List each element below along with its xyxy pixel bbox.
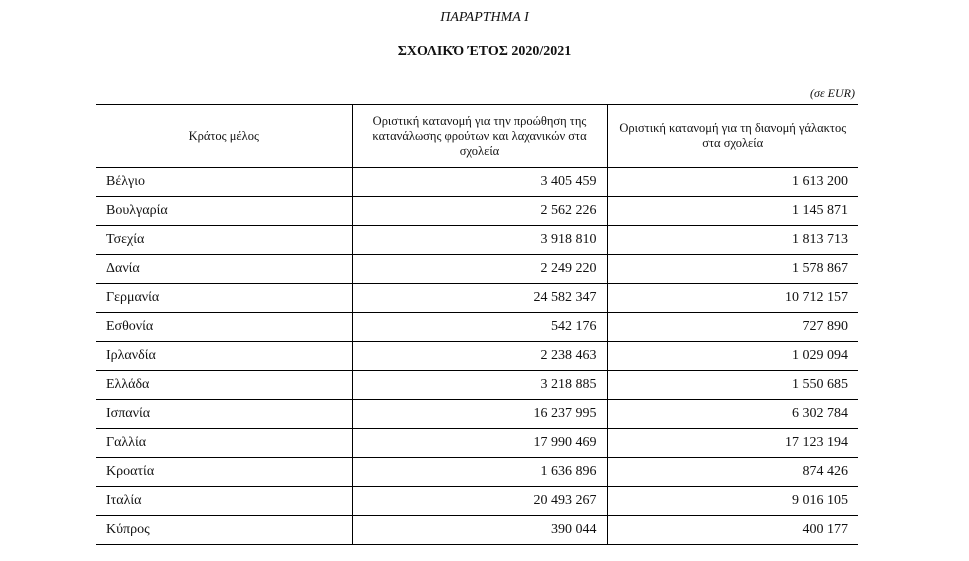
annex-title: ΠΑΡΑΡΤΗΜΑ I — [440, 10, 529, 25]
header-milk-allocation: Οριστική κατανομή για τη διανομή γάλακτος στα σχολεία — [607, 105, 858, 168]
country-cell: Κύπρος — [96, 516, 352, 545]
fruit-veg-value: 3 405 459 — [352, 168, 607, 197]
country-cell: Εσθονία — [96, 313, 352, 342]
table-row — [96, 458, 858, 487]
table-row — [96, 168, 858, 197]
country-cell: Ελλάδα — [96, 371, 352, 400]
milk-value: 400 177 — [607, 516, 858, 545]
table-row — [96, 400, 858, 429]
milk-value: 1 813 713 — [607, 226, 858, 255]
country-cell: Βέλγιο — [96, 168, 352, 197]
table-row — [96, 429, 858, 458]
table-row — [96, 255, 858, 284]
milk-value: 6 302 784 — [607, 400, 858, 429]
country-cell: Γαλλία — [96, 429, 352, 458]
country-cell: Γερμανία — [96, 284, 352, 313]
country-cell: Ιταλία — [96, 487, 352, 516]
country-cell: Βουλγαρία — [96, 197, 352, 226]
milk-value: 9 016 105 — [607, 487, 858, 516]
milk-value: 1 029 094 — [607, 342, 858, 371]
country-cell: Κροατία — [96, 458, 352, 487]
milk-value: 1 578 867 — [607, 255, 858, 284]
table-row — [96, 226, 858, 255]
fruit-veg-value: 20 493 267 — [352, 487, 607, 516]
header-fruit-veg-allocation: Οριστική κατανομή για την προώθηση της κατανάλωσης φρούτων και λαχανικών στα σχολεία — [352, 105, 607, 168]
country-cell: Ιρλανδία — [96, 342, 352, 371]
fruit-veg-value: 16 237 995 — [352, 400, 607, 429]
milk-value: 10 712 157 — [607, 284, 858, 313]
allocation-table — [96, 104, 858, 545]
table-row — [96, 284, 858, 313]
milk-value: 874 426 — [607, 458, 858, 487]
fruit-veg-value: 2 249 220 — [352, 255, 607, 284]
table-row — [96, 342, 858, 371]
country-cell: Ισπανία — [96, 400, 352, 429]
fruit-veg-value: 1 636 896 — [352, 458, 607, 487]
table-row — [96, 197, 858, 226]
country-cell: Δανία — [96, 255, 352, 284]
milk-value: 17 123 194 — [607, 429, 858, 458]
table-row — [96, 487, 858, 516]
milk-value: 727 890 — [607, 313, 858, 342]
fruit-veg-value: 2 238 463 — [352, 342, 607, 371]
table-row — [96, 516, 858, 545]
fruit-veg-value: 3 218 885 — [352, 371, 607, 400]
fruit-veg-value: 17 990 469 — [352, 429, 607, 458]
fruit-veg-value: 542 176 — [352, 313, 607, 342]
milk-value: 1 145 871 — [607, 197, 858, 226]
table-row — [96, 313, 858, 342]
header-member-state: Κράτος μέλος — [96, 105, 352, 168]
milk-value: 1 613 200 — [607, 168, 858, 197]
fruit-veg-value: 390 044 — [352, 516, 607, 545]
fruit-veg-value: 24 582 347 — [352, 284, 607, 313]
table-header-row — [96, 105, 858, 168]
fruit-veg-value: 3 918 810 — [352, 226, 607, 255]
country-cell: Τσεχία — [96, 226, 352, 255]
fruit-veg-value: 2 562 226 — [352, 197, 607, 226]
school-year-title: ΣΧΟΛΙΚΌ ΈΤΟΣ 2020/2021 — [397, 44, 572, 59]
currency-unit-note: (σε EUR) — [810, 86, 855, 100]
table-row — [96, 371, 858, 400]
milk-value: 1 550 685 — [607, 371, 858, 400]
